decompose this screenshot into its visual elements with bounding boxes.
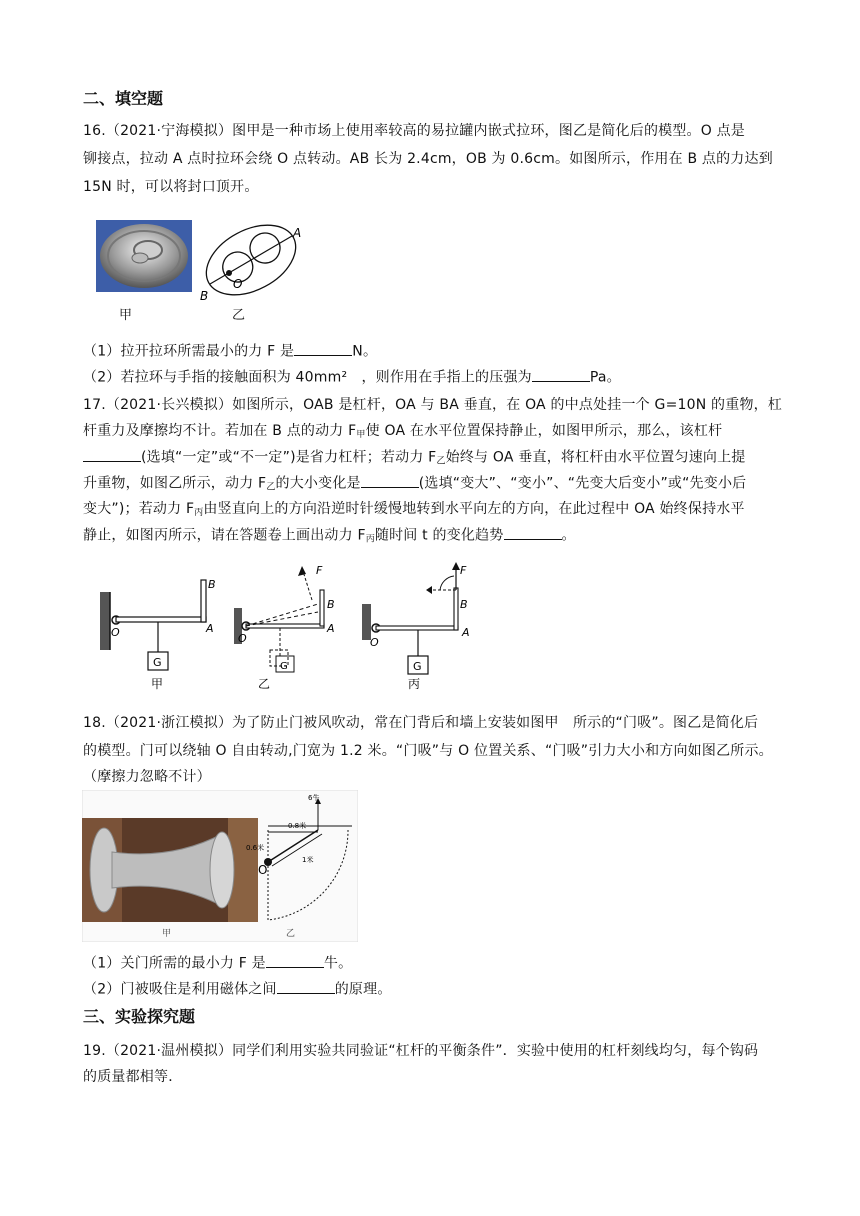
section-heading-fill-blank: 二、填空题 [83,89,164,108]
jia-point-b-label: B [208,578,216,591]
q17-line-4 [83,472,746,493]
lever-figure-bing [360,560,480,692]
q16-blank-2[interactable] [532,366,590,382]
q18-line-3: （摩擦力忽略不计） [83,769,211,785]
q16-fig-caption-jia: 甲 [119,308,133,323]
q17-blank-1[interactable] [83,446,141,462]
q17-line-6a: 静止，如图丙所示，请在答题卷上画出动力 F [83,527,366,544]
q16-line-2: 铆接点，拉动 A 点时拉环会绕 O 点转动。AB 长为 2.4cm，OB 为 0.6cm。如图所示，作用在 B 点的力达到 [83,151,773,167]
bing-point-b-label: B [460,598,468,611]
q16-part-2 [83,366,621,387]
q18-distance-0-6m: 0.6米 [246,844,265,852]
q18-line-2: 的模型。门可以绕轴 O 自由转动,门宽为 1.2 米。“门吸”与 O 位置关系、“门吸”引力大小和方向如图乙所示。 [83,743,773,759]
q16-part-2-text: （2）若拉环与手指的接触面积为 40mm² ，则作用在手指上的压强为 [83,369,532,386]
bing-force-label: F [460,564,467,577]
q17-sub-yi-2: 乙 [266,482,276,493]
q18-part-1 [83,952,352,973]
yi-point-o-label: O [238,632,247,645]
q18-blank-1[interactable] [266,952,324,968]
q16-point-b-label: B [200,289,209,303]
q18-distance-1m: 1米 [302,856,314,864]
yi-point-a-label: A [327,622,335,635]
bing-weight-g-label: G [413,660,422,673]
door-stop-figures [82,790,358,942]
bing-point-o-label: O [370,636,379,649]
lever-figure-yi [232,560,352,692]
q18-line-1: 18.（2021·浙江模拟）为了防止门被风吹动，常在门背后和墙上安装如图甲 所示的“门吸”。图乙是简化后 [83,715,759,731]
q17-sub-yi: 乙 [436,456,446,467]
q17-line-4b: 的大小变化是 [275,475,361,492]
q17-fig-caption-jia: 甲 [151,677,164,691]
yi-point-b-label: B [327,598,335,611]
q17-line-5b: 由竖直向上的方向沿逆时针缓慢地转到水平向左的方向，在此过程中 OA 始终保持水平 [203,501,745,517]
q16-part-1 [83,340,377,361]
q18-part-1-text: （1）关门所需的最小力 F 是 [83,955,266,972]
q19-line-1: 19.（2021·温州模拟）同学们利用实验共同验证“杠杆的平衡条件”．实验中使用的杠杆刻线均匀，每个钩码 [83,1043,759,1059]
q18-part-2-end: 的原理。 [334,981,392,998]
q18-point-o-label: O [258,863,268,877]
q17-blank-3[interactable] [504,524,562,540]
pull-tab-model-diagram [196,216,306,306]
q17-line-3b: 始终与 OA 垂直，将杠杆由水平位置匀速向上提 [445,449,746,466]
q16-point-o-label: O [233,277,243,291]
q16-part-1-text: （1）拉开拉环所需最小的力 F 是 [83,343,295,360]
q17-line-3a: (选填“一定”或“不一定”)是省力杠杆；若动力 F [141,449,437,466]
q17-line-2a: 杆重力及摩擦均不计。若加在 B 点的动力 F [83,423,357,439]
q17-sub-jia: 甲 [356,430,366,440]
jia-point-o-label: O [111,626,120,639]
q17-sub-bing: 丙 [194,508,204,518]
q17-line-2 [83,420,722,440]
q18-part-2-text: （2）门被吸住是利用磁体之间 [83,981,277,998]
q18-fig-caption-yi: 乙 [286,929,296,939]
q17-line-5a: 变大”)；若动力 F [83,501,195,517]
q16-point-a-label: A [293,226,302,240]
q18-part-1-unit: 牛。 [323,955,353,972]
q16-line-3: 15N 时，可以将封口顶开。 [83,179,259,195]
q17-fig-caption-yi: 乙 [258,677,271,691]
q17-line-6 [83,524,576,545]
q17-line-6b: 随时间 t 的变化趋势 [374,527,504,544]
q17-line-3 [83,446,746,467]
q16-part-2-unit: Pa。 [589,369,621,386]
bing-point-a-label: A [462,626,470,639]
can-pull-tab-photo [96,220,192,292]
q17-line-5 [83,498,745,518]
q17-sub-bing-2: 丙 [365,534,375,545]
section-heading-experiment: 三、实验探究题 [83,1007,196,1026]
lever-figure-jia [96,570,221,692]
q17-line-2b: 使 OA 在水平位置保持静止，如图甲所示，那么，该杠杆 [365,423,723,439]
jia-point-a-label: A [206,622,214,635]
q17-line-4c: (选填“变大”、“变小”、“先变大后变小”或“先变小后 [418,475,747,492]
q17-line-6c: 。 [561,527,576,544]
q18-force-6n: 6牛 [308,794,320,802]
q18-fig-caption-jia: 甲 [162,929,172,939]
yi-weight-g-label: G [280,661,288,672]
q16-line-1: 16.（2021·宁海模拟）图甲是一种市场上使用率较高的易拉罐内嵌式拉环，图乙是简化后的模型。O 点是 [83,123,746,139]
q17-line-1: 17.（2021·长兴模拟）如图所示，OAB 是杠杆，OA 与 BA 垂直，在 OA 的中点处挂一个 G=10N 的重物，杠 [83,397,783,413]
q17-blank-2[interactable] [361,472,419,488]
q17-fig-caption-bing: 丙 [408,677,421,691]
q19-line-2: 的质量都相等． [83,1069,183,1085]
yi-force-label: F [316,564,323,577]
q17-line-4a: 升重物，如图乙所示，动力 F [83,475,267,492]
q16-part-1-unit: N。 [352,343,378,360]
q16-blank-1[interactable] [294,340,352,356]
q18-blank-2[interactable] [277,978,335,994]
jia-weight-g-label: G [153,656,162,669]
q18-distance-0-8m: 0.8米 [288,822,307,830]
q16-fig-caption-yi: 乙 [232,308,246,323]
q18-part-2 [83,978,392,999]
